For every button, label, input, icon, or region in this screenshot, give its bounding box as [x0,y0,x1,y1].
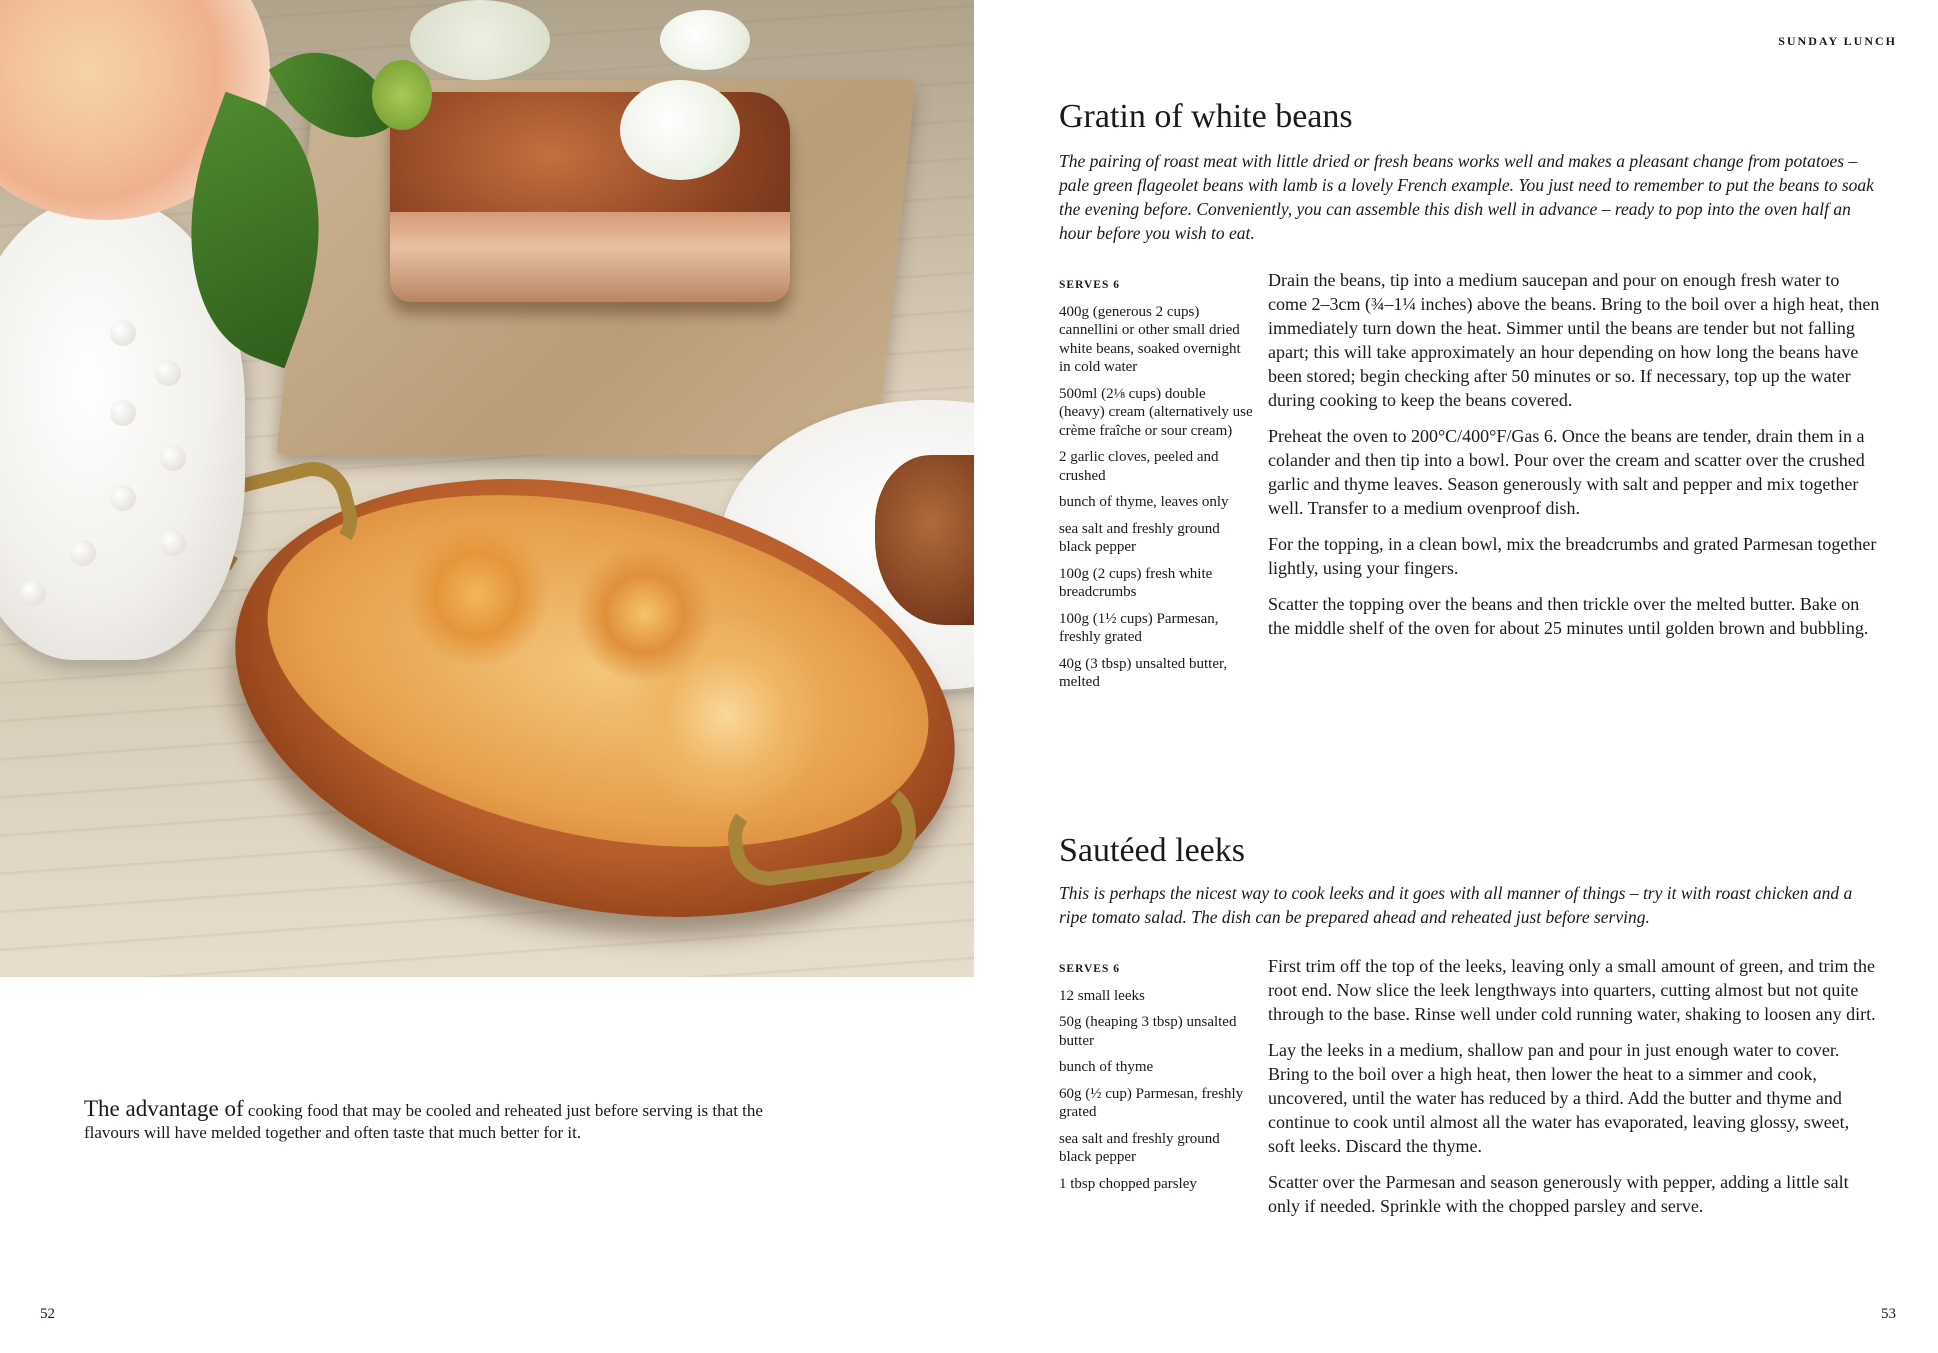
recipe-title: Sautéed leeks [1059,832,1245,869]
serves-label: SERVES 6 [1059,279,1120,291]
method-paragraph: Lay the leeks in a medium, shallow pan and pour in just enough water to cover. Bring to the boil over a high heat, then lower the heat to a simmer and cook, uncovered, until the water has reduced by a third. Add the butter and thyme and continue to cook until almost all the water has evaporated, leaving glossy, sweet, soft leeks. Discard the thyme. [1268,1040,1850,1156]
page-number-left: 52 [40,1306,55,1322]
ingredient-item: 500ml (2⅛ cups) double (heavy) cream (alternatively use crème fraîche or sour cream) [1059,385,1253,439]
vase-dot [70,540,96,566]
ingredients-list [1059,276,1255,700]
vase-dot [110,485,136,511]
ingredient-item: 100g (1½ cups) Parmesan, freshly grated [1059,610,1219,645]
ingredient-item: sea salt and freshly ground black pepper [1059,520,1220,555]
white-blossom [660,10,750,70]
recipe-intro: The pairing of roast meat with little dried or fresh beans works well and makes a pleasant change from potatoes – pale green flageolet beans with lamb is a lovely French example. You just need to remember to put the beans to soak the evening before. Conveniently, you can assemble this dish well in advance – ready to pop into the oven half an hour before you wish to eat. [1059,151,1874,243]
caption-lead: The advantage of [84,1096,244,1121]
recipe-title: Gratin of white beans [1059,98,1353,135]
vase-dot [110,400,136,426]
ingredients-list [1059,960,1255,1201]
method-steps [1268,954,1880,1230]
ingredient-item: bunch of thyme [1059,1059,1154,1075]
method-paragraph: Preheat the oven to 200°C/400°F/Gas 6. Once the beans are tender, drain them in a colander and then tip into a bowl. Pour over the cream and scatter over the crushed garlic and thyme leaves. Season generously with salt and pepper and mix together well. Transfer to a medium ovenproof dish. [1268,426,1865,518]
serves-label: SERVES 6 [1059,963,1120,975]
ingredient-item: 50g (heaping 3 tbsp) unsalted butter [1059,1014,1237,1049]
ingredient-item: 100g (2 cups) fresh white breadcrumbs [1059,565,1213,600]
flower-bud [372,60,432,130]
ingredient-item: 400g (generous 2 cups) cannellini or other small dried white beans, soaked overnight in cold water [1059,303,1241,375]
page-number-right: 53 [1881,1306,1896,1322]
ingredient-item: bunch of thyme, leaves only [1059,494,1229,510]
ingredient-item: 1 tbsp chopped parsley [1059,1175,1197,1192]
ingredient-item: sea salt and freshly ground black pepper [1059,1130,1220,1165]
method-paragraph: For the topping, in a clean bowl, mix the breadcrumbs and grated Parmesan together lightly, using your fingers. [1268,534,1877,578]
method-paragraph: Scatter over the Parmesan and season generously with pepper, adding a little salt only if needed. Sprinkle with the chopped parsley and serve. [1268,1172,1849,1216]
ingredient-item: 60g (½ cup) Parmesan, freshly grated [1059,1085,1244,1120]
method-paragraph: Scatter the topping over the beans and then trickle over the melted butter. Bake on the middle shelf of the oven for about 25 minutes until golden brown and bubbling. [1268,594,1869,638]
recipe-intro: This is perhaps the nicest way to cook leeks and it goes with all manner of things – try it with roast chicken and a ripe tomato salad. The dish can be prepared ahead and reheated just before serving. [1059,883,1853,927]
running-head: SUNDAY LUNCH [1778,34,1897,48]
recipe-photo [0,0,974,977]
vase-dot [20,580,46,606]
vase-dot [110,320,136,346]
page-caption [84,1098,764,1144]
roast-cut-face [390,212,790,302]
method-paragraph: First trim off the top of the leeks, leaving only a small amount of green, and trim the root end. Now slice the leek lengthways into quarters, cutting almost but not quite through to the base. Rinse well under cold running water, shaking to loosen any dirt. [1268,956,1876,1024]
ingredient-item: 12 small leeks [1059,987,1145,1004]
method-steps [1268,268,1880,652]
hydrangea-blossom [410,0,550,80]
white-blossom [620,80,740,180]
caption-text: cooking food that may be cooled and reheated just before serving is that the flavours will have melded together and often taste that much better for it. [84,1101,763,1142]
ingredient-item: 40g (3 tbsp) unsalted butter, melted [1059,655,1228,690]
vase-dot [160,445,186,471]
ingredient-item: 2 garlic cloves, peeled and crushed [1059,449,1219,484]
vase-dot [160,530,186,556]
vase-dot [155,360,181,386]
method-paragraph: Drain the beans, tip into a medium saucepan and pour on enough fresh water to come 2–3cm (¾–1¼ inches) above the beans. Bring to the boil over a high heat, then immediately turn down the heat. Simmer until the beans are tender but not falling apart; this will take approximately an hour depending on how long the beans have been stored; begin checking after 50 minutes or so. If necessary, top up the water during cooking to keep the beans covered. [1268,270,1880,410]
